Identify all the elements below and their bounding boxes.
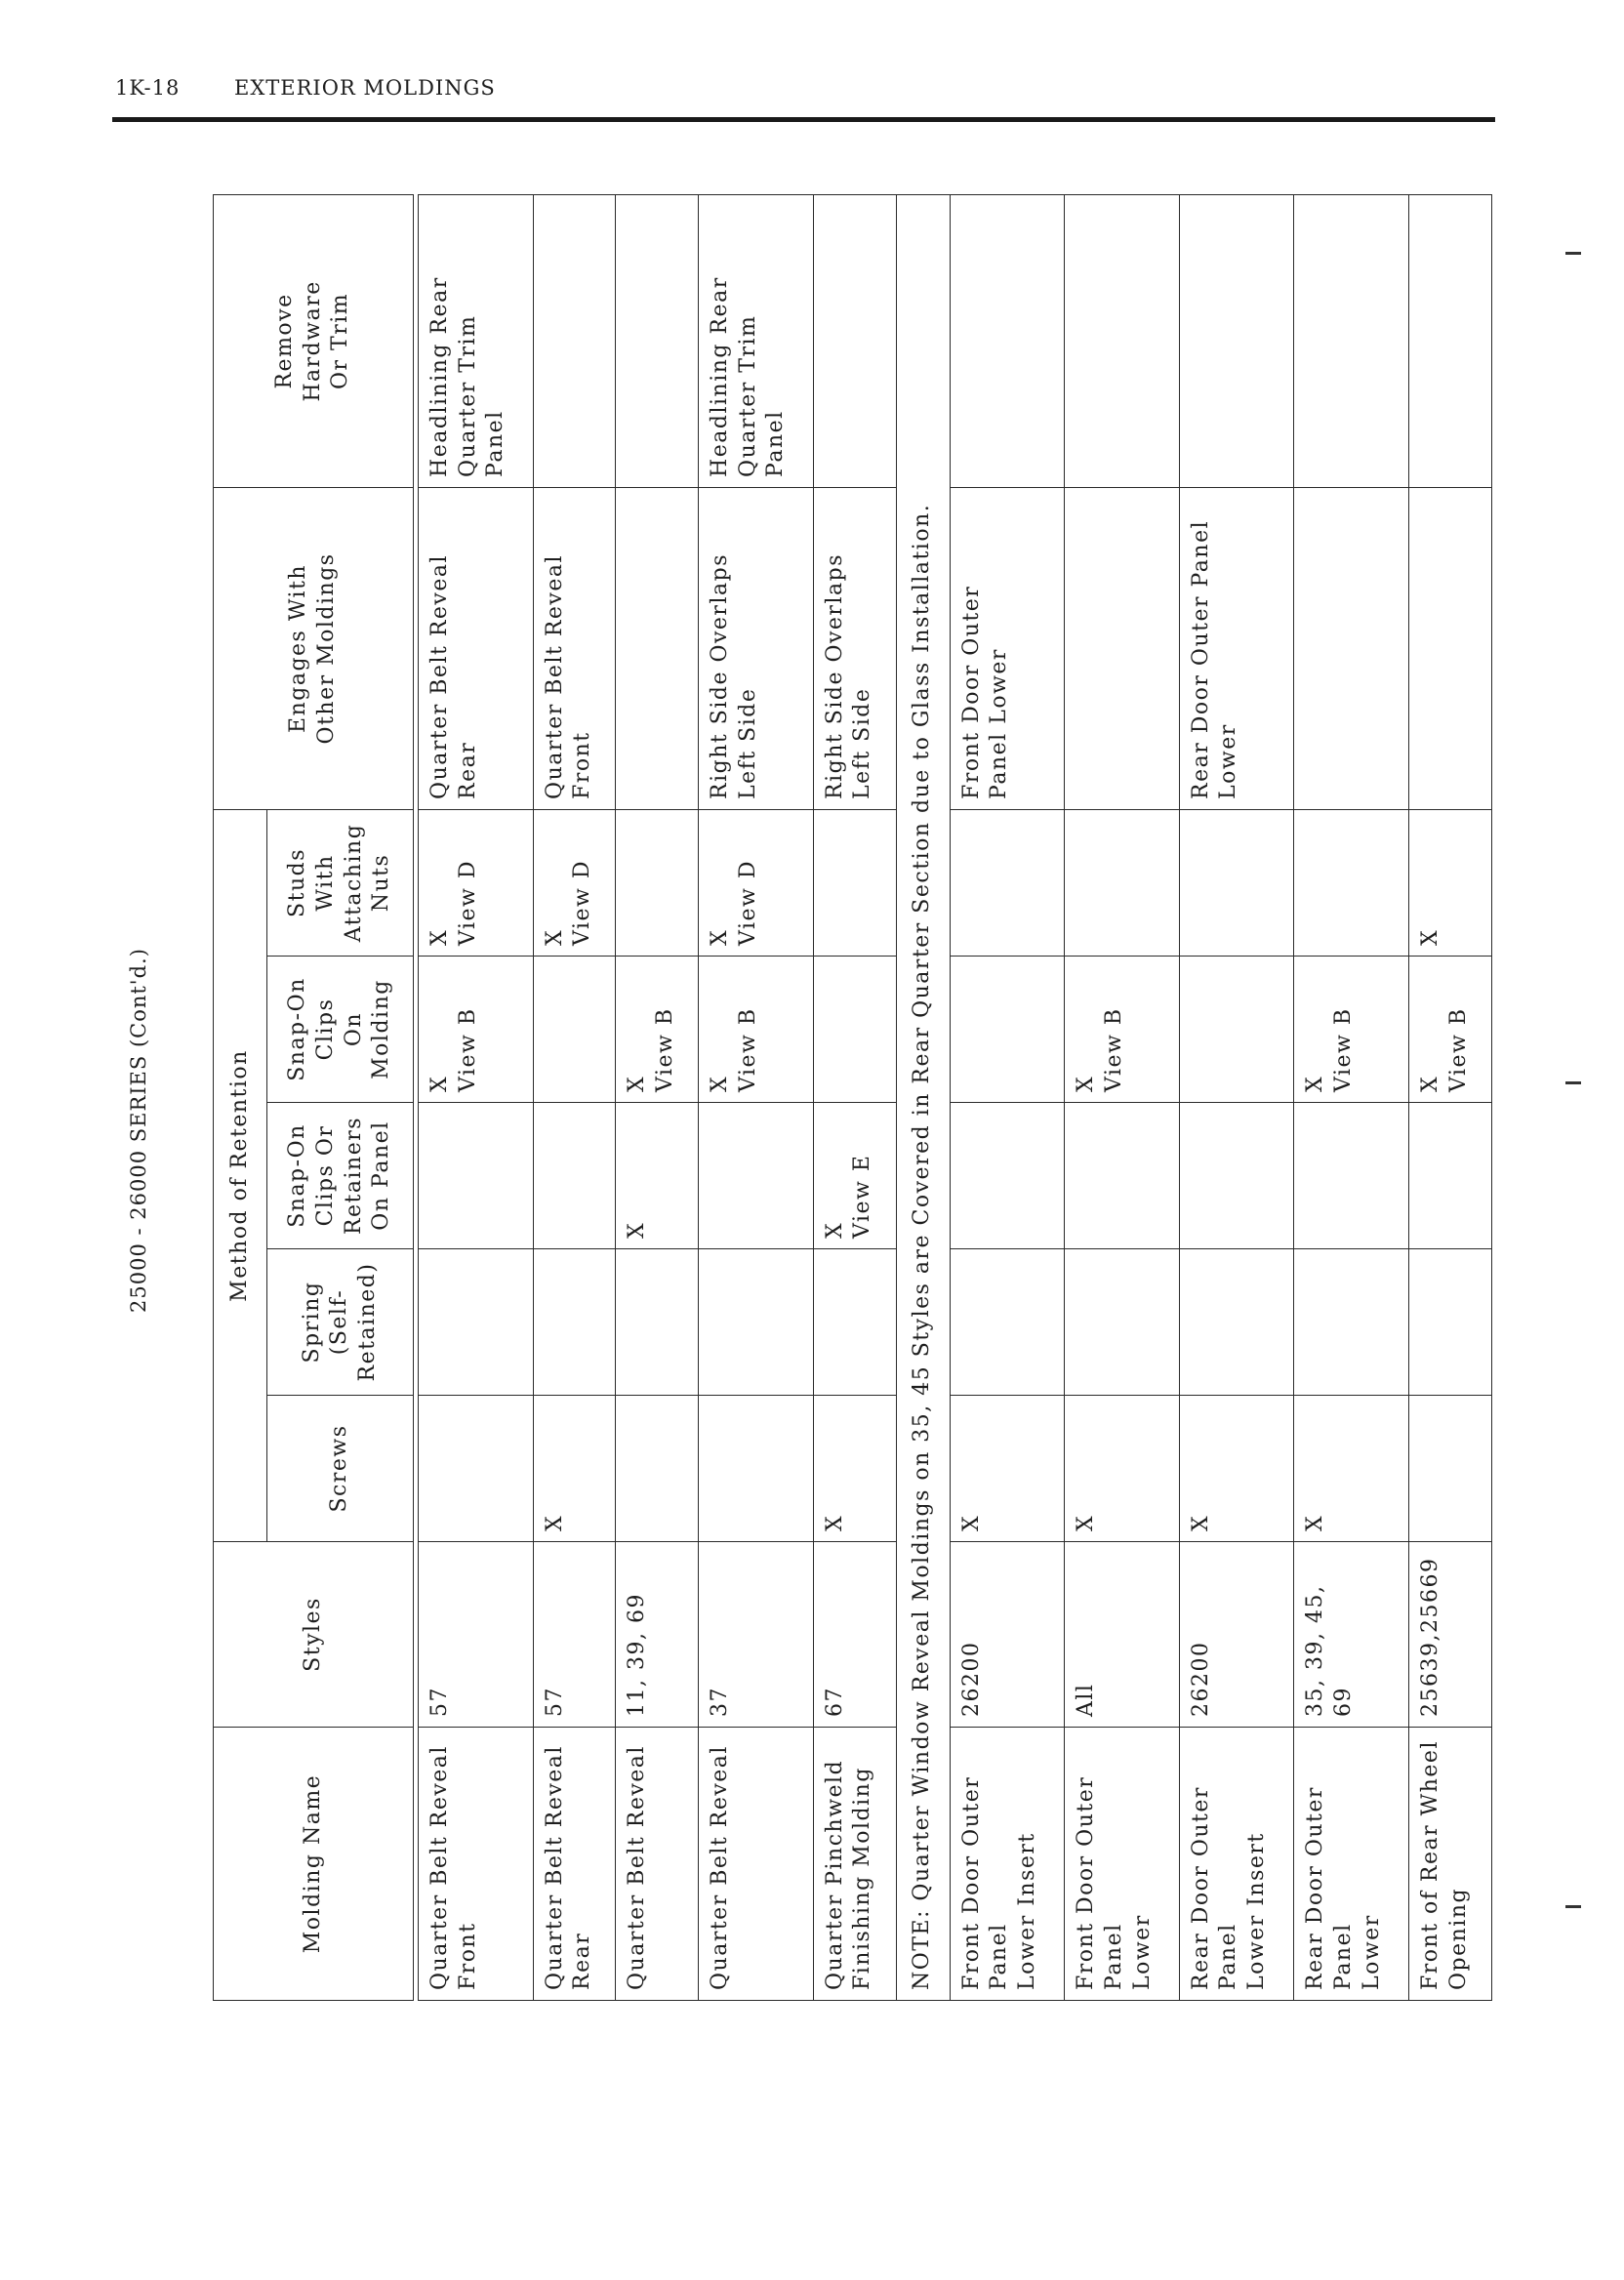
- table-row: [950, 194, 1065, 2000]
- cell-screws: [419, 1396, 534, 1542]
- cell-screws: [616, 1396, 699, 1542]
- cell-spring: [1179, 1249, 1294, 1396]
- cell-snap-panel: X: [616, 1103, 699, 1249]
- section-title: EXTERIOR MOLDINGS: [234, 76, 496, 100]
- cell-molding-name: Front of Rear Wheel Opening: [1409, 1728, 1492, 2001]
- cell-engages: [1065, 487, 1180, 809]
- cell-molding-name: Quarter Belt Reveal Rear: [533, 1728, 616, 2001]
- cell-snap-molding: [1179, 957, 1294, 1103]
- cell-styles: 35, 39, 45, 69: [1294, 1542, 1409, 1728]
- cell-studs: [1065, 809, 1180, 956]
- col-header-method-of-retention: Method of Retention: [214, 809, 267, 1541]
- cell-snap-molding: [533, 957, 616, 1103]
- cell-snap-panel: [950, 1103, 1065, 1249]
- cell-styles: 57: [533, 1542, 616, 1728]
- cell-screws: X: [813, 1396, 896, 1542]
- cell-spring: [616, 1249, 699, 1396]
- cell-remove: Headlining Rear Quarter Trim Panel: [699, 194, 814, 487]
- cell-remove: [1409, 194, 1492, 487]
- cell-studs: [950, 809, 1065, 956]
- cell-snap-molding: X View B: [699, 957, 814, 1103]
- cell-studs: [813, 809, 896, 956]
- table-row: [419, 194, 534, 2000]
- cell-remove: [1065, 194, 1180, 487]
- col-header-studs: Studs With Attaching Nuts: [267, 809, 414, 956]
- cell-spring: [419, 1249, 534, 1396]
- cell-snap-panel: [1409, 1103, 1492, 1249]
- cell-snap-molding: X View B: [1294, 957, 1409, 1103]
- moldings-table: [213, 194, 1492, 2001]
- cell-styles: 25639,25669: [1409, 1542, 1492, 1728]
- cell-snap-molding: [950, 957, 1065, 1103]
- cell-remove: [1179, 194, 1294, 487]
- cell-molding-name: Rear Door Outer Panel Lower: [1294, 1728, 1409, 2001]
- cell-studs: [616, 809, 699, 956]
- cell-screws: X: [1065, 1396, 1180, 1542]
- table-note: NOTE: Quarter Window Reveal Moldings on 35, 45 Styles are Covered in Rear Quarter Section due to Glass Installation.: [896, 194, 950, 2000]
- cell-snap-molding: X View B: [616, 957, 699, 1103]
- cell-studs: X View D: [419, 809, 534, 956]
- table-row: [616, 194, 699, 2000]
- cell-screws: X: [1179, 1396, 1294, 1542]
- cell-molding-name: Front Door Outer Panel Lower Insert: [950, 1728, 1065, 2001]
- cell-molding-name: Front Door Outer Panel Lower: [1065, 1728, 1180, 2001]
- cell-snap-panel: X View E: [813, 1103, 896, 1249]
- table-row: [1409, 194, 1492, 2000]
- margin-mark: [1565, 1081, 1581, 1084]
- cell-snap-molding: [813, 957, 896, 1103]
- cell-spring: [699, 1249, 814, 1396]
- table-row: [1065, 194, 1180, 2000]
- cell-spring: [1294, 1249, 1409, 1396]
- cell-molding-name: Quarter Belt Reveal: [699, 1728, 814, 2001]
- cell-spring: [1065, 1249, 1180, 1396]
- rotated-table-container: [213, 195, 1492, 2001]
- cell-engages: [1409, 487, 1492, 809]
- cell-snap-panel: [699, 1103, 814, 1249]
- col-header-spring: Spring (Self- Retained): [267, 1249, 414, 1396]
- cell-molding-name: Rear Door Outer Panel Lower Insert: [1179, 1728, 1294, 2001]
- cell-remove: [813, 194, 896, 487]
- cell-engages: Rear Door Outer Panel Lower: [1179, 487, 1294, 809]
- cell-spring: [950, 1249, 1065, 1396]
- cell-snap-panel: [1294, 1103, 1409, 1249]
- cell-spring: [533, 1249, 616, 1396]
- table-row: [699, 194, 814, 2000]
- cell-styles: 37: [699, 1542, 814, 1728]
- cell-screws: X: [950, 1396, 1065, 1542]
- cell-snap-panel: [1179, 1103, 1294, 1249]
- cell-screws: [699, 1396, 814, 1542]
- cell-engages: Right Side Overlaps Left Side: [813, 487, 896, 809]
- table-row: [533, 194, 616, 2000]
- cell-spring: [1409, 1249, 1492, 1396]
- col-header-styles: Styles: [214, 1542, 414, 1728]
- cell-screws: X: [1294, 1396, 1409, 1542]
- cell-molding-name: Quarter Belt Reveal Front: [419, 1728, 534, 2001]
- cell-styles: 26200: [950, 1542, 1065, 1728]
- cell-studs: [1179, 809, 1294, 956]
- cell-molding-name: Quarter Pinchweld Finishing Molding: [813, 1728, 896, 2001]
- cell-studs: X: [1409, 809, 1492, 956]
- cell-engages: [616, 487, 699, 809]
- col-header-remove: Remove Hardware Or Trim: [214, 194, 414, 487]
- header-rule: [112, 117, 1495, 122]
- cell-snap-molding: X View B: [1409, 957, 1492, 1103]
- cell-styles: 57: [419, 1542, 534, 1728]
- cell-remove: Headlining Rear Quarter Trim Panel: [419, 194, 534, 487]
- cell-snap-panel: [419, 1103, 534, 1249]
- cell-screws: [1409, 1396, 1492, 1542]
- cell-snap-panel: [533, 1103, 616, 1249]
- cell-snap-molding: X View B: [1065, 957, 1180, 1103]
- col-header-screws: Screws: [267, 1396, 414, 1542]
- cell-studs: X View D: [533, 809, 616, 956]
- col-header-molding-name: Molding Name: [214, 1728, 414, 2001]
- margin-mark: [1565, 1905, 1581, 1908]
- cell-studs: X View D: [699, 809, 814, 956]
- cell-styles: 11, 39, 69: [616, 1542, 699, 1728]
- cell-remove: [616, 194, 699, 487]
- cell-engages: [1294, 487, 1409, 809]
- cell-remove: [950, 194, 1065, 487]
- table-row: [1294, 194, 1409, 2000]
- col-header-engages: Engages With Other Moldings: [214, 487, 414, 809]
- margin-mark: [1565, 252, 1581, 255]
- cell-styles: 67: [813, 1542, 896, 1728]
- cell-styles: 26200: [1179, 1542, 1294, 1728]
- col-header-snap-molding: Snap-On Clips On Molding: [267, 957, 414, 1103]
- table-row: [813, 194, 896, 2000]
- cell-styles: All: [1065, 1542, 1180, 1728]
- cell-engages: Quarter Belt Reveal Rear: [419, 487, 534, 809]
- cell-screws: X: [533, 1396, 616, 1542]
- col-header-snap-panel: Snap-On Clips Or Retainers On Panel: [267, 1103, 414, 1249]
- table-row: [1179, 194, 1294, 2000]
- page-number: 1K-18: [115, 76, 181, 100]
- cell-engages: Quarter Belt Reveal Front: [533, 487, 616, 809]
- cell-engages: Right Side Overlaps Left Side: [699, 487, 814, 809]
- series-label: 25000 - 26000 SERIES (Cont'd.): [127, 948, 150, 1313]
- cell-snap-molding: X View B: [419, 957, 534, 1103]
- cell-spring: [813, 1249, 896, 1396]
- cell-molding-name: Quarter Belt Reveal: [616, 1728, 699, 2001]
- cell-studs: [1294, 809, 1409, 956]
- cell-engages: Front Door Outer Panel Lower: [950, 487, 1065, 809]
- cell-remove: [1294, 194, 1409, 487]
- cell-snap-panel: [1065, 1103, 1180, 1249]
- cell-remove: [533, 194, 616, 487]
